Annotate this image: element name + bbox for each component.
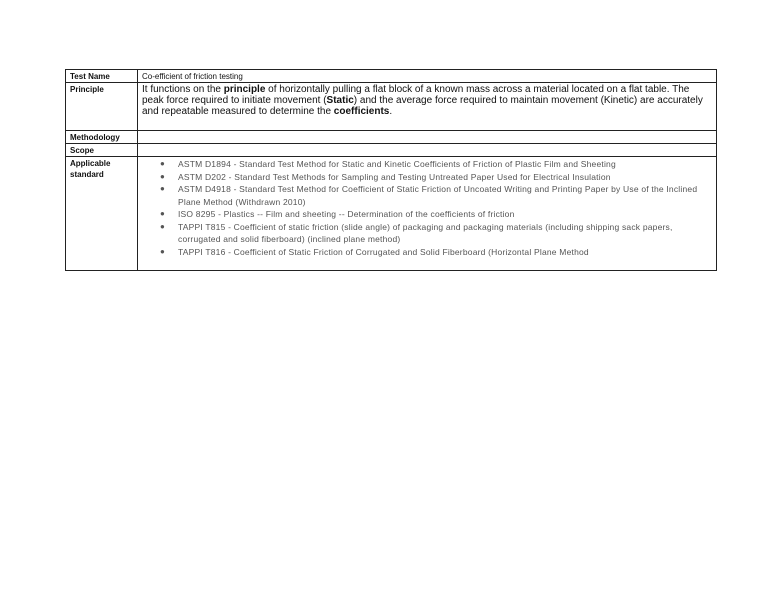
list-item — [156, 221, 712, 246]
scope-value — [138, 144, 717, 157]
table-row-methodology — [66, 131, 717, 144]
coefficients-bold-term: coefficients — [333, 106, 390, 117]
methodology-value — [138, 131, 717, 144]
standards-list — [142, 158, 712, 258]
methodology-label: Methodology — [66, 131, 138, 144]
principle-label: Principle — [66, 83, 138, 131]
standard-item-text: ASTM D1894 - Standard Test Method for Static and Kinetic Coefficients of Friction of Plastic Film and Sheeting — [178, 159, 616, 169]
standard-item-text: ASTM D4918 - Standard Test Method for Coefficient of Static Friction of Uncoated Writing and Printing Paper by Use of the Inclined Plane Method (Withdrawn 2010) — [178, 184, 698, 207]
bullet-dot-icon: ● — [160, 209, 166, 218]
list-item — [156, 183, 712, 208]
table-row-principle — [66, 83, 717, 131]
bullet-dot-icon: ● — [160, 171, 166, 181]
static-bold-term: Static — [326, 95, 354, 106]
principle-text — [138, 83, 717, 131]
bullet-dot-icon: ● — [160, 221, 166, 231]
list-item — [156, 171, 712, 184]
bullet-dot-icon: ● — [160, 246, 166, 256]
standard-item-text: TAPPI T816 - Coefficient of Static Friction of Corrugated and Solid Fiberboard (Horizontal Plane Method — [178, 246, 589, 257]
standard-item-text: ISO 8295 - Plastics -- Film and sheeting -- Determination of the coefficients of friction — [178, 209, 515, 219]
test-name-value: Co-efficient of friction testing — [138, 70, 717, 83]
principle-text-part: . — [389, 106, 393, 117]
list-item — [156, 158, 712, 171]
principle-text-part: of horizontally pulling a flat block of a known mass across a material located on a flat table. The peak force required to initiate movement ( — [142, 84, 690, 106]
applicable-standard-label — [66, 157, 138, 271]
applicable-standard-label-line1: Applicable — [70, 159, 111, 168]
principle-text-part: ) and the average force required to maintain movement (Kinetic) are accurately and repeatable measured to determine the — [142, 95, 703, 117]
test-info-table — [65, 69, 717, 271]
table-row-applicable-standard — [66, 157, 717, 271]
principle-text-part: It functions on the — [142, 84, 224, 95]
list-item — [156, 208, 712, 221]
principle-bold-term: principle — [223, 84, 266, 95]
test-name-label: Test Name — [66, 70, 138, 83]
table-row-test-name — [66, 70, 717, 83]
bullet-dot-icon: ● — [160, 159, 166, 168]
table-row-scope — [66, 144, 717, 157]
scope-label: Scope — [66, 144, 138, 157]
list-item — [156, 246, 712, 259]
bullet-dot-icon: ● — [160, 184, 166, 193]
standard-item-text: ASTM D202 - Standard Test Methods for Sampling and Testing Untreated Paper Used for Electrical Insulation — [178, 171, 611, 182]
applicable-standard-list-cell — [138, 157, 717, 271]
applicable-standard-label-line2: standard — [70, 170, 104, 179]
standard-item-text: TAPPI T815 - Coefficient of static friction (slide angle) of packaging and packaging materials (including shipping sack papers, corrugated and solid fiberboard) (inclined plane method) — [178, 221, 673, 244]
